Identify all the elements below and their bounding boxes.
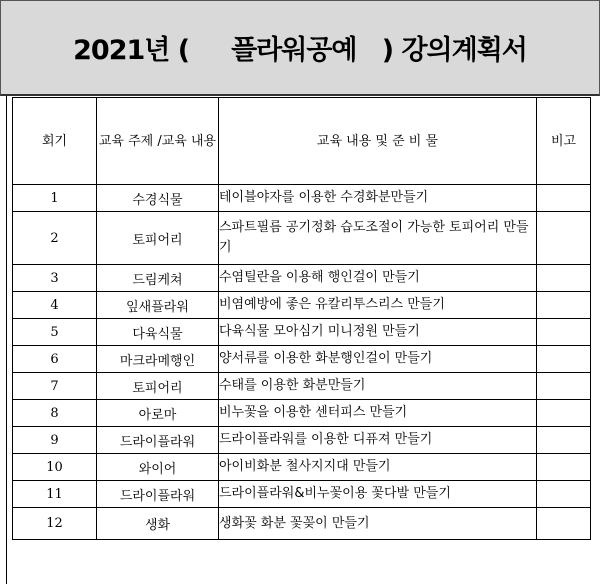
table-row [13, 346, 591, 373]
topic-cell: 잎새플라워 [97, 292, 219, 319]
header-topic: 교육 주제 /교육 내용 [97, 98, 219, 185]
table-row [13, 454, 591, 481]
left-border-line [6, 96, 7, 584]
note-cell [537, 400, 591, 427]
content-cell: 테이블야자를 이용한 수경화분만들기 [219, 185, 537, 212]
table-row [13, 212, 591, 265]
note-cell [537, 212, 591, 265]
content-cell: 드라이플라워&비누꽃이용 꽃다발 만들기 [219, 481, 537, 508]
session-number: 10 [13, 454, 97, 481]
header-note: 비고 [537, 98, 591, 185]
table-header-row [13, 98, 591, 185]
content-cell: 양서류를 이용한 화분행인걸이 만들기 [219, 346, 537, 373]
table-row [13, 265, 591, 292]
topic-cell: 토피어리 [97, 212, 219, 265]
note-cell [537, 292, 591, 319]
topic-cell: 마크라메행인 [97, 346, 219, 373]
content-cell: 수태를 이용한 화분만들기 [219, 373, 537, 400]
session-number: 7 [13, 373, 97, 400]
content-cell: 스파트필름 공기정화 습도조절이 가능한 토피어리 만들기 [219, 212, 537, 265]
topic-cell: 생화 [97, 508, 219, 540]
table-row [13, 292, 591, 319]
note-cell [537, 265, 591, 292]
content-cell: 아이비화분 철사지지대 만들기 [219, 454, 537, 481]
note-cell [537, 373, 591, 400]
topic-cell: 드림케쳐 [97, 265, 219, 292]
content-cell: 생화꽃 화분 꽃꽂이 만들기 [219, 508, 537, 540]
topic-cell: 수경식물 [97, 185, 219, 212]
note-cell [537, 427, 591, 454]
content-cell: 수염틸란을 이용해 행인걸이 만들기 [219, 265, 537, 292]
session-number: 3 [13, 265, 97, 292]
note-cell [537, 185, 591, 212]
topic-cell: 아로마 [97, 400, 219, 427]
topic-cell: 와이어 [97, 454, 219, 481]
lecture-plan-table [12, 97, 591, 540]
page-title: 2021년 ( 플라워공예 ) 강의계획서 [73, 35, 527, 66]
table-row [13, 481, 591, 508]
table-row [13, 373, 591, 400]
content-cell: 비염예방에 좋은 유칼리투스리스 만들기 [219, 292, 537, 319]
content-cell: 드라이플라워를 이용한 디퓨져 만들기 [219, 427, 537, 454]
session-number: 11 [13, 481, 97, 508]
session-number: 2 [13, 212, 97, 265]
topic-cell: 드라이플라워 [97, 427, 219, 454]
session-number: 1 [13, 185, 97, 212]
session-number: 12 [13, 508, 97, 540]
content-cell: 비누꽃을 이용한 센터피스 만들기 [219, 400, 537, 427]
session-number: 8 [13, 400, 97, 427]
table-row [13, 508, 591, 540]
note-cell [537, 346, 591, 373]
table-row [13, 427, 591, 454]
note-cell [537, 319, 591, 346]
topic-cell: 토피어리 [97, 373, 219, 400]
content-cell: 다육식물 모아심기 미니정원 만들기 [219, 319, 537, 346]
table-row [13, 400, 591, 427]
title-bar [0, 0, 600, 96]
topic-cell: 다육식물 [97, 319, 219, 346]
table-body [13, 185, 591, 540]
table-row [13, 319, 591, 346]
header-content: 교육 내용 및 준 비 물 [219, 98, 537, 185]
session-number: 4 [13, 292, 97, 319]
note-cell [537, 454, 591, 481]
session-number: 6 [13, 346, 97, 373]
session-number: 5 [13, 319, 97, 346]
header-session: 회기 [13, 98, 97, 185]
note-cell [537, 481, 591, 508]
topic-cell: 드라이플라워 [97, 481, 219, 508]
note-cell [537, 508, 591, 540]
session-number: 9 [13, 427, 97, 454]
table-row [13, 185, 591, 212]
